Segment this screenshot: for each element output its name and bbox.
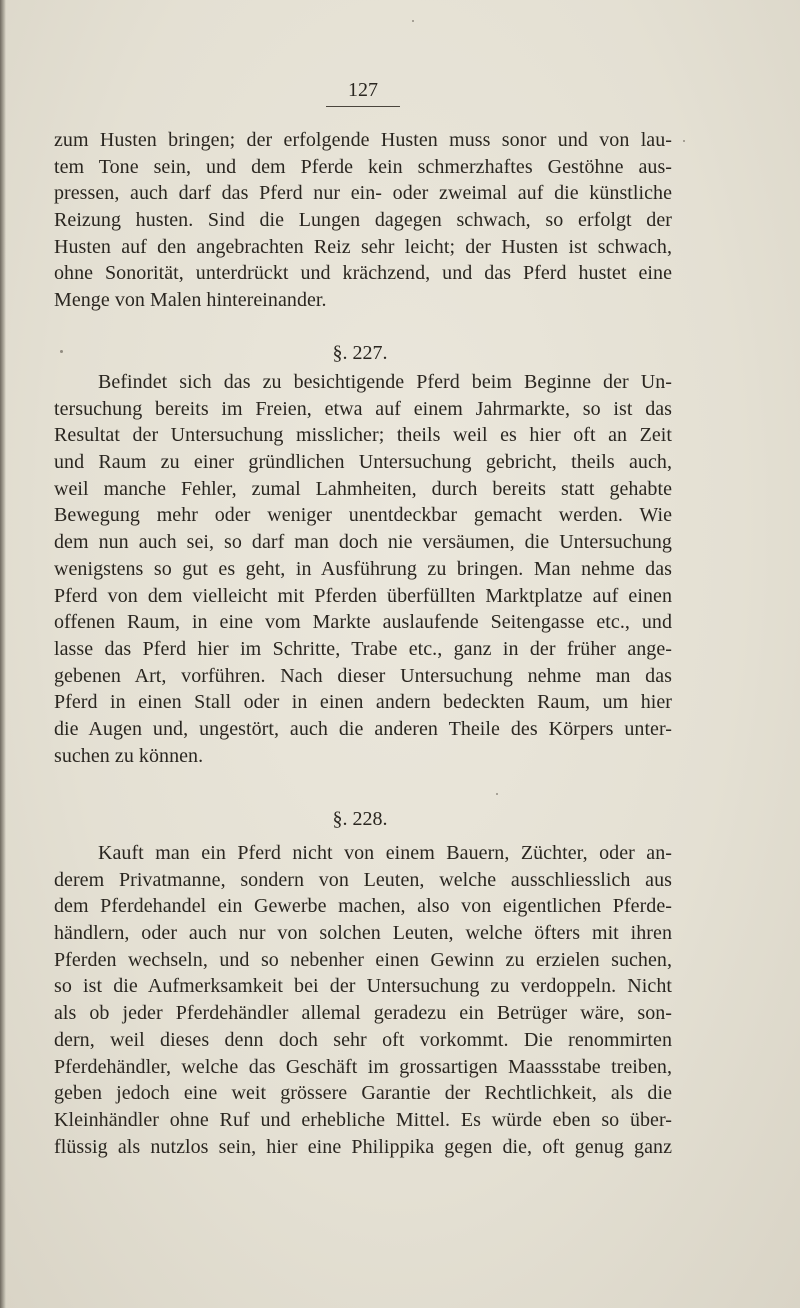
text-line: flüssig als nutzlos sein, hier eine Philippika gegen die, oft genug ganz	[54, 1135, 672, 1158]
text-line: weil manche Fehler, zumal Lahmheiten, durch bereits statt gehabte	[54, 477, 672, 500]
text-line: derem Privatmanne, sondern von Leuten, welche ausschliesslich aus	[54, 868, 672, 891]
text-line: so ist die Aufmerksamkeit bei der Untersuchung zu verdoppeln. Nicht	[54, 975, 672, 998]
text-line: suchen zu können.	[54, 744, 204, 767]
text-line: Pferd in einen Stall oder in einen andern bedeckten Raum, um hier	[54, 691, 672, 714]
section-heading-228: §. 228.	[332, 808, 388, 830]
text-line: gebenen Art, vorführen. Nach dieser Untersuchung nehme man das	[54, 664, 672, 687]
text-line: lasse das Pferd hier im Schritte, Trabe etc., ganz in der früher ange-	[54, 637, 672, 660]
text-line: Kleinhändler ohne Ruf und erhebliche Mittel. Es würde eben so über-	[54, 1108, 672, 1131]
section-heading-227: §. 227.	[332, 342, 388, 364]
text-line: dem nun auch sei, so darf man doch nie versäumen, die Untersuchung	[54, 531, 672, 554]
section-227-body	[54, 369, 672, 769]
text-line: Resultat der Untersuchung misslicher; theils weil es hier oft an Zeit	[54, 424, 672, 447]
text-line: offenen Raum, in eine vom Markte auslaufende Seitengasse etc., und	[54, 611, 672, 634]
paper-speck	[683, 140, 685, 142]
text-line: tem Tone sein, und dem Pferde kein schmerzhaftes Gestöhne aus-	[54, 155, 672, 178]
text-line: geben jedoch eine weit grössere Garantie der Rechtlichkeit, als die	[54, 1082, 672, 1105]
section-228-body	[54, 840, 672, 1160]
text-line: die Augen und, ungestört, auch die anderen Theile des Körpers unter-	[54, 717, 672, 740]
text-line: dem Pferdehandel ein Gewerbe machen, also von eigentlichen Pferde-	[54, 895, 672, 918]
text-line: Menge von Malen hintereinander.	[54, 289, 327, 312]
page-number: 127	[348, 79, 378, 101]
text-line: Reizung husten. Sind die Lungen dagegen schwach, so erfolgt der	[54, 209, 672, 232]
text-line: wenigstens so gut es geht, in Ausführung zu bringen. Man nehme das	[54, 557, 672, 580]
text-line: tersuchung bereits im Freien, etwa auf einem Jahrmarkte, so ist das	[54, 397, 672, 420]
text-line: händlern, oder auch nur von solchen Leuten, welche öfters mit ihren	[54, 922, 672, 945]
page-binding-edge	[0, 0, 6, 1308]
text-line: zum Husten bringen; der erfolgende Husten muss sonor und von lau-	[54, 129, 672, 151]
text-line: und Raum zu einer gründlichen Untersuchung gebricht, theils auch,	[54, 451, 672, 474]
text-line: ohne Sonorität, unterdrückt und krächzend, und das Pferd hustet eine	[54, 262, 672, 285]
text-line: Husten auf den angebrachten Reiz sehr leicht; der Husten ist schwach,	[54, 235, 672, 258]
text-line: dern, weil dieses denn doch sehr oft vorkommt. Die renommirten	[54, 1028, 672, 1051]
text-line: Pferden wechseln, und so nebenher einen Gewinn zu erzielen suchen,	[54, 948, 672, 971]
paragraph-continuation	[54, 127, 672, 314]
text-line: Befindet sich das zu besichtigende Pferd beim Beginne der Un-	[98, 371, 672, 393]
paper-speck	[412, 20, 414, 22]
paper-speck	[60, 350, 63, 353]
text-line: als ob jeder Pferdehändler allemal geradezu ein Betrüger wäre, son-	[54, 1002, 672, 1025]
text-line: Bewegung mehr oder weniger unentdeckbar gemacht werden. Wie	[54, 504, 672, 527]
text-line: Kauft man ein Pferd nicht von einem Bauern, Züchter, oder an-	[98, 842, 672, 864]
page-number-rule	[326, 106, 400, 107]
text-line: Pferd von dem vielleicht mit Pferden überfüllten Marktplatze auf einen	[54, 584, 672, 607]
text-line: Pferdehändler, welche das Geschäft im grossartigen Maassstabe treiben,	[54, 1055, 672, 1078]
paper-speck	[496, 793, 498, 795]
text-line: pressen, auch darf das Pferd nur ein- oder zweimal auf die künstliche	[54, 182, 672, 205]
